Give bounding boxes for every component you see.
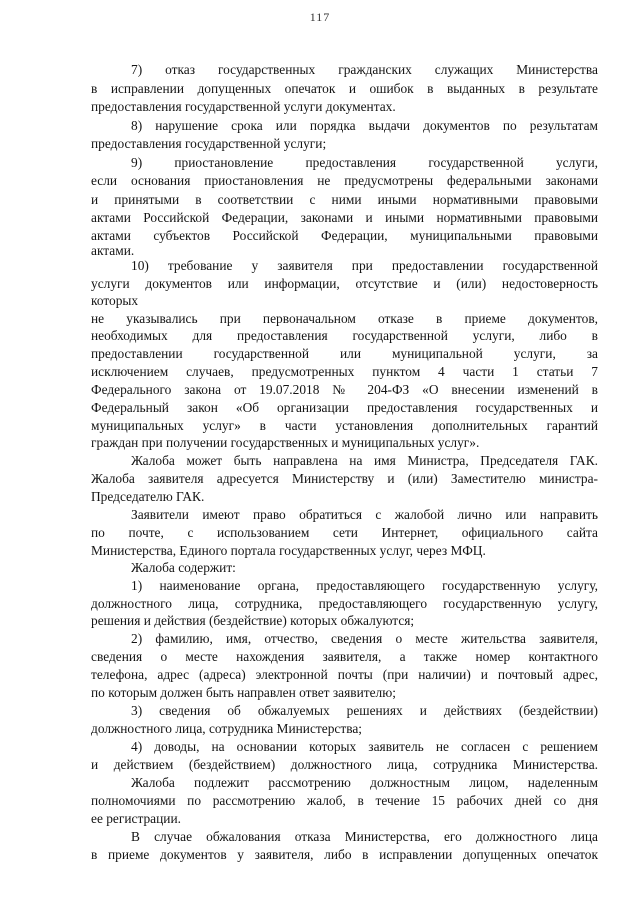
text-line: и принятыми в соответствии с ними иными нормативными правовыми xyxy=(91,192,598,207)
text-line: муниципальных услуг» в части установления дополнительных гарантий xyxy=(91,418,598,433)
text-line: в приеме документов у заявителя, либо в исправлении допущенных опечаток xyxy=(91,847,598,862)
text-line: Жалоба подлежит рассмотрению должностным лицом, наделенным xyxy=(131,775,598,790)
page-number: 117 xyxy=(309,10,331,24)
text-line: предоставлении государственной или муниципальной услуги, за xyxy=(91,346,598,361)
text-line: должностного лица, сотрудника, предоставляющего государственную услугу, xyxy=(91,596,598,611)
text-line: 2) фамилию, имя, отчество, сведения о месте жительства заявителя, xyxy=(131,631,598,646)
text-line: решения и действия (бездействие) которых обжалуются; xyxy=(91,613,415,628)
text-line: предоставления государственной услуги; xyxy=(91,136,327,151)
text-line: и действием (бездействием) должностного лица, сотрудника Министерства. xyxy=(91,757,598,772)
text-line: в исправлении допущенных опечаток и ошибок в выданных в результате xyxy=(91,81,598,96)
text-line: исключением случаев, предусмотренных пунктом 4 части 1 статьи 7 xyxy=(91,364,598,379)
text-line: ее регистрации. xyxy=(91,811,181,826)
text-line: полномочиями по рассмотрению жалоб, в течение 15 рабочих дней со дня xyxy=(91,793,598,808)
text-line: граждан при получении государственных и муниципальных услуг». xyxy=(91,435,480,450)
text-line: Министерства, Единого портала государственных услуг, через МФЦ. xyxy=(91,543,486,558)
text-line: если основания приостановления не предусмотрены федеральными законами xyxy=(91,173,598,188)
text-line: 8) нарушение срока или порядка выдачи документов по результатам xyxy=(131,118,598,133)
text-line: телефона, адрес (адреса) электронной почты (при наличии) и почтовый адрес, xyxy=(91,667,598,682)
text-line: 1) наименование органа, предоставляющего государственную услугу, xyxy=(131,578,598,593)
text-line: Жалоба содержит: xyxy=(131,560,236,575)
text-line: необходимых для предоставления государственной услуги, либо в xyxy=(91,328,598,343)
text-line: актами субъектов Российской Федерации, муниципальными правовыми xyxy=(91,228,598,243)
text-line: должностного лица, сотрудника Министерства; xyxy=(91,721,363,736)
text-line: Федерального закона от 19.07.2018 № 204-ФЗ «О внесении изменений в xyxy=(91,382,598,397)
text-line: Заявители имеют право обратиться с жалобой лично или направить xyxy=(131,507,598,522)
text-line: по которым должен быть направлен ответ заявителю; xyxy=(91,685,396,700)
text-line: Жалоба может быть направлена на имя Министра, Председателя ГАК. xyxy=(131,453,598,468)
text-line: 7) отказ государственных гражданских служащих Министерства xyxy=(131,62,598,77)
text-line: Жалоба заявителя адресуется Министерству и (или) Заместителю министра- xyxy=(91,471,598,486)
text-line: не указывались при первоначальном отказе в приеме документов, xyxy=(91,311,598,326)
text-line: В случае обжалования отказа Министерства, его должностного лица xyxy=(131,829,598,844)
text-line: актами. xyxy=(91,243,135,258)
text-line: Председателю ГАК. xyxy=(91,489,205,504)
text-line: предоставления государственной услуги документах. xyxy=(91,99,396,114)
text-line: актами Российской Федерации, законами и иными нормативными правовыми xyxy=(91,210,598,225)
text-line: по почте, с использованием сети Интернет, официального сайта xyxy=(91,525,598,540)
text-line: 9) приостановление предоставления государственной услуги, xyxy=(131,155,598,170)
text-line: 4) доводы, на основании которых заявитель не согласен с решением xyxy=(131,739,598,754)
text-line: услуги документов или информации, отсутствие и (или) недостоверность xyxy=(91,276,598,291)
text-line: которых xyxy=(91,293,139,308)
text-line: Федеральный закон «Об организации предоставления государственных и xyxy=(91,400,598,415)
text-line: 3) сведения об обжалуемых решениях и действиях (бездействии) xyxy=(131,703,598,718)
text-line: 10) требование у заявителя при предоставлении государственной xyxy=(131,258,598,273)
text-line: сведения о месте нахождения заявителя, а также номер контактного xyxy=(91,649,598,664)
